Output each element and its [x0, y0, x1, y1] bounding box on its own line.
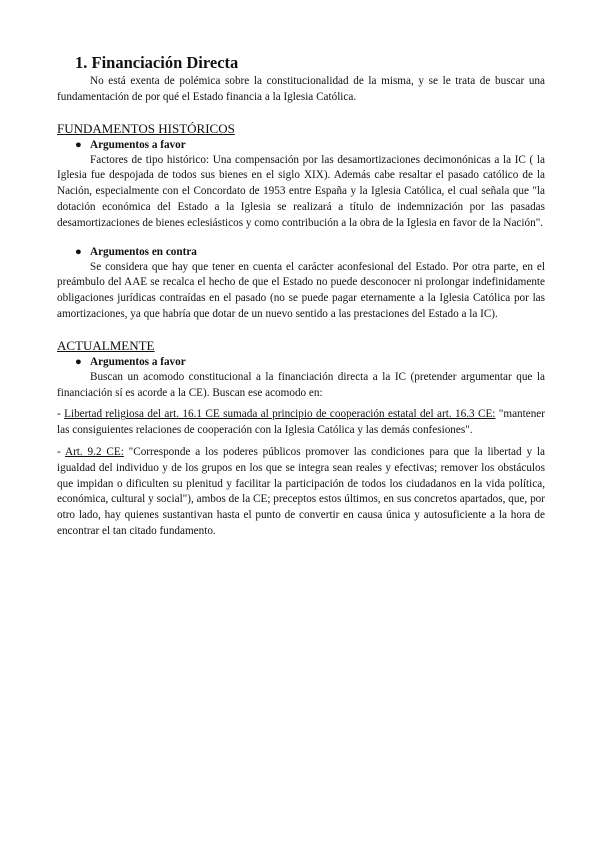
favor-paragraph: Factores de tipo histórico: Una compensación por las desamortizaciones decimonónicas a la IC ( la Iglesia fue despojada de todos sus bienes en el siglo XIX). Además cabe resaltar el pasado católico de la Nación, especialmente con el Concordato de 1953 entre España y la Iglesia Católica, el cual señala que "la dotación económica del Estado a la Iglesia se realizará a título de indemnización por las pasadas desamortizaciones de bienes eclesiásticos y como contribución a la obra de la Iglesia en favor de la Nación".: [57, 153, 545, 229]
bullet-heading-favor-actual: [57, 355, 545, 369]
page-title: 1. Financiación Directa: [75, 53, 239, 72]
article-9-quote: "Corresponde a los poderes públicos promover las condiciones para que la libertad y la igualdad del individuo y de los grupos en los que se integra sean reales y efectivas; remover los obstáculos que impidan o dificulten su plenitud y facilitar la participación de todos los ciudadanos en la vida política, económica, cultural y social"), ambos de la CE; preceptos estos últimos, en sus concretos apartados, que, por otro lado, hay quienes sustantivan hasta el punto de convertir en causa única y autosuficiente a la hora de encontrar el tan citado fundamento.: [57, 445, 545, 537]
section-heading-historicos: FUNDAMENTOS HISTÓRICOS: [57, 120, 235, 136]
dash: -: [57, 408, 65, 421]
section-heading-actualmente: ACTUALMENTE: [57, 337, 155, 353]
bullet-heading-favor: [57, 138, 545, 152]
bullet-label: Argumentos a favor: [90, 138, 186, 151]
contra-paragraph: Se considera que hay que tener en cuenta el carácter aconfesional del Estado. Por otra parte, en el preámbulo del AAE se recalca el hecho de que el Estado no puede desconocer ni prolongar indefinidamente obligaciones jurídicas contraídas en el pasado (no se puede pagar eternamente a la Iglesia Católica por las amortizaciones, ya que habría que dotar de un nuevo sentido a las prestaciones del Estado a la IC).: [57, 260, 545, 320]
bullet-heading-contra: [57, 245, 545, 259]
article-9-paragraph: [57, 445, 545, 540]
article-9-reference: Art. 9.2 CE:: [64, 445, 124, 458]
bullet-label: Argumentos a favor: [90, 355, 186, 368]
bullet-icon: ●: [75, 138, 82, 151]
intro-paragraph: No está exenta de polémica sobre la constitucionalidad de la misma, y se le trata de buscar una fundamentación de por qué el Estado financia a la Iglesia Católica.: [57, 75, 545, 103]
bullet-icon: ●: [75, 355, 82, 368]
article-16-reference: Libertad religiosa del art. 16.1 CE sumada al principio de cooperación estatal del art. 16.3 CE:: [64, 408, 496, 421]
document-page: [57, 52, 545, 540]
actual-favor-paragraph: Buscan un acomodo constitucional a la financiación directa a la IC (pretender argumentar que la financiación sí es acorde a la CE). Buscan ese acomodo en:: [57, 370, 545, 399]
bullet-icon: ●: [75, 245, 82, 258]
article-16-paragraph: [57, 407, 545, 439]
bullet-label: Argumentos en contra: [90, 245, 197, 258]
article-16-quote: "mantener las consiguientes relaciones de cooperación con la Iglesia Católica y las demás confesiones".: [57, 408, 545, 437]
dash: -: [57, 445, 65, 458]
